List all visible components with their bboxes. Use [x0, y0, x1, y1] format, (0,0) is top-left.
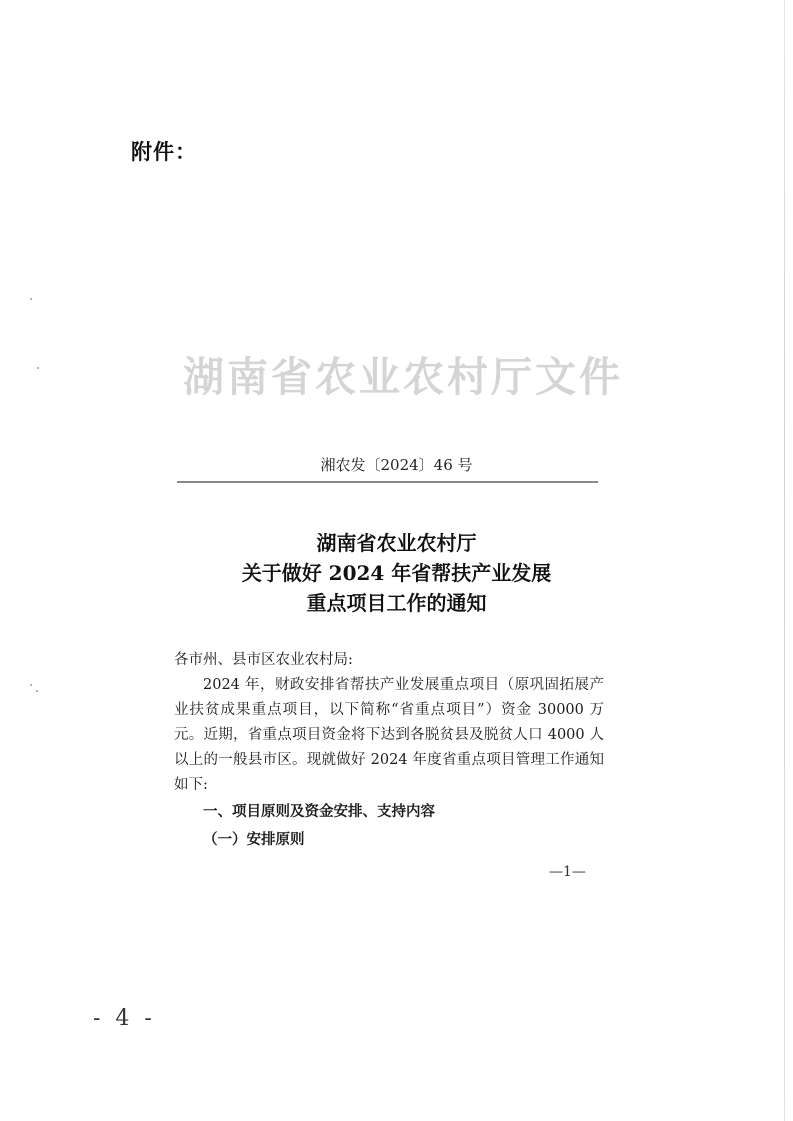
section-heading: 一、项目原则及资金安排、支持内容 [203, 804, 435, 820]
title-line-1: 湖南省农业农村厅 [316, 531, 477, 555]
scan-speck [36, 690, 38, 692]
scan-speck [30, 298, 32, 300]
title-line-2: 关于做好 2024 年省帮扶产业发展 [241, 561, 552, 585]
attachment-label: 附件： [131, 140, 197, 164]
letterhead-separator-line [177, 481, 598, 483]
title-line-3: 重点项目工作的通知 [306, 591, 487, 615]
outer-page-number: - 4 - [93, 1006, 156, 1031]
salutation: 各市州、县市区农业农村局: [174, 652, 353, 668]
body-paragraph: 2024 年，财政安排省帮扶产业发展重点项目（原巩固拓展产业扶贫成果重点项目，以下简称“省重点项目”）资金 30000 万元。近期，省重点项目资金将下达到各脱贫县及脱贫人口 4000 人以上的一般县市区。现就做好 2024 年度省重点项目管理工作通知如下: [174, 677, 604, 793]
scan-speck [30, 684, 32, 686]
subsection-heading: （一）安排原则 [203, 831, 305, 848]
inner-page-number: —1— [549, 864, 586, 880]
scan-speck [37, 367, 39, 369]
letterhead-title: 湖南省农业农村厅文件 [183, 353, 623, 401]
document-body [174, 648, 604, 852]
document-number: 湘农发〔2024〕46 号 [320, 456, 473, 474]
document-title [0, 528, 793, 618]
